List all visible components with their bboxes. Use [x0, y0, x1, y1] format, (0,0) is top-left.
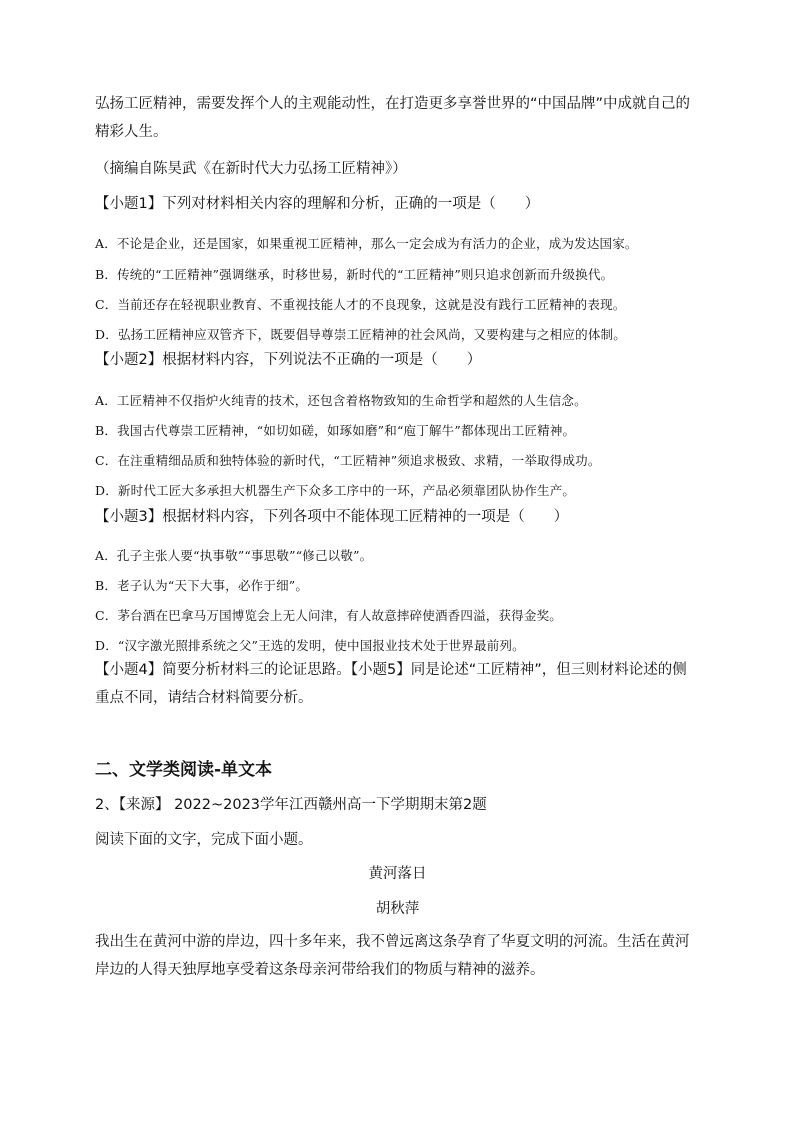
- question-2-option-d: D．新时代工匠大多承担大机器生产下众多工序中的一环，产品必须靠团队协作生产。: [95, 483, 576, 498]
- question-2-option-b: B．我国古代尊崇工匠精神，“如切如磋，如琢如磨”和“庖丁解牛”都体现出工匠精神。: [95, 423, 576, 438]
- intro-paragraph: 弘扬工匠精神，需要发挥个人的主观能动性，在打造更多享誉世界的“中国品牌”中成就自己的精彩人生。: [95, 96, 691, 140]
- question-3-option-b: B．老子认为“天下大事，必作于细”。: [95, 578, 309, 593]
- article-paragraph: 我出生在黄河中游的岸边，四十多年来，我不曾远离这条孕育了华夏文明的河流。生活在黄河岸边的人得天独厚地享受着这条母亲河带给我们的物质与精神的滋养。: [95, 934, 690, 978]
- question-1-prompt: 【小题1】下列对材料相关内容的理解和分析，正确的一项是（ ）: [95, 196, 540, 212]
- question-3-option-c: C．茅台酒在巴拿马万国博览会上无人问津，有人故意摔碎使酒香四溢，获得金奖。: [95, 608, 562, 623]
- article-title: 黄河落日: [368, 866, 427, 882]
- question-1-option-a: A．不论是企业，还是国家，如果重视工匠精神，那么一定会成为有活力的企业，成为发达国家。: [95, 236, 638, 251]
- question-2-prompt: 【小题2】根据材料内容，下列说法不正确的一项是（ ）: [95, 352, 482, 368]
- question-2-option-c: C．在注重精细品质和独特体验的新时代，“工匠精神”须追求极致、求精，一举取得成功。: [95, 453, 601, 468]
- question-3-option-a: A．孔子主张人要“执事敬”“事思敬”“修己以敬”。: [95, 548, 373, 563]
- question-3-option-d: D．“汉字激光照排系统之父”王选的发明，使中国报业技术处于世界最前列。: [95, 638, 525, 653]
- article-author: 胡秋萍: [375, 901, 420, 917]
- section-source-line: 2、【来源】 2022~2023学年江西赣州高一下学期期末第2题: [95, 797, 487, 813]
- question-2-option-a: A．工匠精神不仅指炉火纯青的技术，还包含着格物致知的生命哲学和超然的人生信念。: [95, 393, 587, 408]
- question-1-option-c: C．当前还存在轻视职业教育、不重视技能人才的不良现象，这就是没有践行工匠精神的表现。: [95, 297, 626, 312]
- reading-instruction: 阅读下面的文字，完成下面小题。: [95, 832, 313, 848]
- question-1-option-d: D．弘扬工匠精神应双管齐下，既要倡导尊崇工匠精神的社会风尚，又要构建与之相应的体制。: [95, 327, 626, 342]
- question-3-prompt: 【小题3】根据材料内容，下列各项中不能体现工匠精神的一项是（ ）: [95, 509, 569, 525]
- section-heading: 二、文学类阅读-单文本: [95, 760, 273, 780]
- question-1-option-b: B．传统的“工匠精神”强调继承，时移世易，新时代的“工匠精神”则只追求创新而升级换代。: [95, 267, 614, 282]
- questions-4-5: 【小题4】简要分析材料三的论证思路。【小题5】同是论述“工匠精神”，但三则材料论述的侧重点不同，请结合材料简要分析。: [95, 662, 687, 706]
- source-citation: （摘编自陈昊武《在新时代大力弘扬工匠精神》）: [95, 161, 407, 177]
